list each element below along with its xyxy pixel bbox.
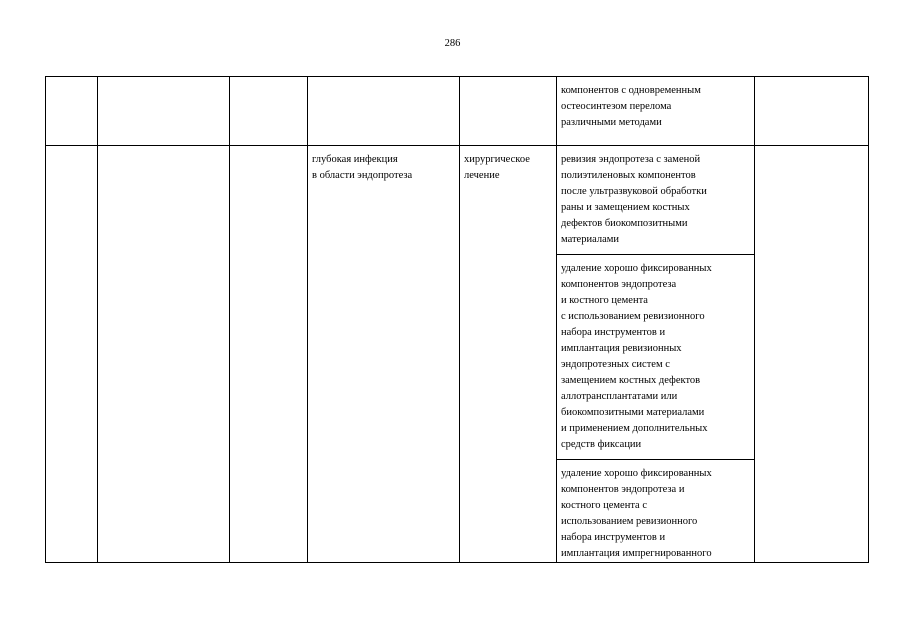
table-row — [46, 77, 869, 146]
treatment-method-cell: компонентов с одновременным остеосинтезом перелома различными методами — [557, 77, 755, 146]
table-cell — [46, 77, 98, 146]
table-cell — [230, 77, 308, 146]
medical-procedures-table — [45, 76, 869, 563]
table-cell — [230, 146, 308, 563]
table-cell — [460, 77, 557, 146]
table-cell — [46, 146, 98, 563]
table-cell — [98, 77, 230, 146]
treatment-method-cell: удаление хорошо фиксированных компонентов эндопротеза и костного цемента с использованием ревизионного набора инструментов и имплантация ревизионных эндопротезных систем с замещением костных дефектов аллотрансплантатами или биокомпозитными материалами и применением дополнительных средств фиксации — [557, 255, 755, 460]
treatment-method-cell: ревизия эндопротеза с заменой полиэтиленовых компонентов после ультразвуковой обработки раны и замещением костных дефектов биокомпозитными материалами — [557, 146, 755, 255]
table-row — [46, 146, 869, 255]
table-cell — [755, 146, 869, 563]
treatment-type-cell: хирургическое лечение — [460, 146, 557, 563]
table-cell — [755, 77, 869, 146]
table-cell — [98, 146, 230, 563]
treatment-method-cell: удаление хорошо фиксированных компонентов эндопротеза и костного цемента с использованием ревизионного набора инструментов и имплантация импрегнированного — [557, 460, 755, 563]
diagnosis-cell: глубокая инфекция в области эндопротеза — [308, 146, 460, 563]
page-number: 286 — [444, 38, 461, 49]
table-cell — [308, 77, 460, 146]
